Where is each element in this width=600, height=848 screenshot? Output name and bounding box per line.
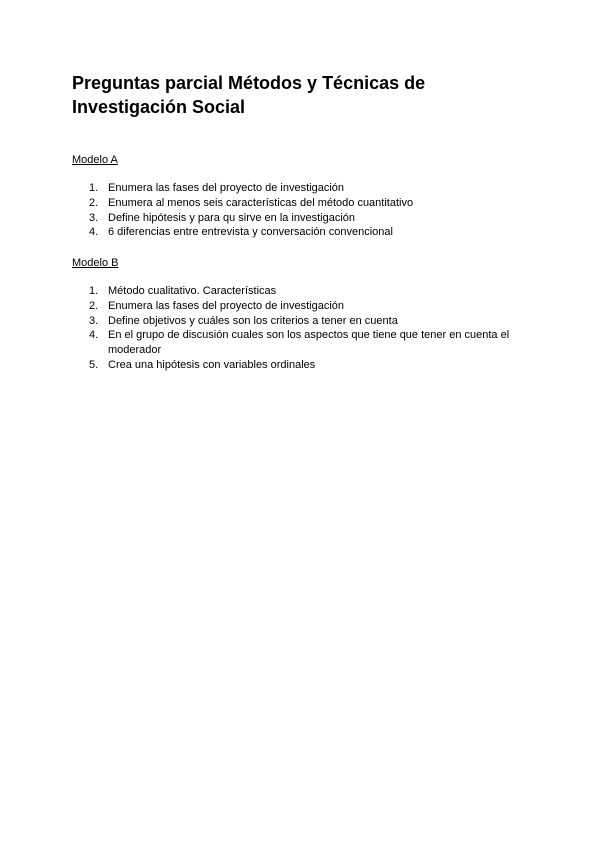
item-text: Enumera al menos seis características del método cuantitativo xyxy=(108,196,414,209)
item-number: 3. xyxy=(89,314,99,327)
list-item xyxy=(72,181,522,196)
item-number: 4. xyxy=(89,226,99,239)
item-text: En el grupo de discusión cuales son los aspectos que tiene que tener en cuenta el moderador xyxy=(108,329,510,357)
question-list-modelo-b xyxy=(72,284,522,373)
section-heading-modelo-b: Modelo B xyxy=(72,257,119,269)
question-list-modelo-a xyxy=(72,181,522,240)
item-number: 1. xyxy=(89,285,99,297)
item-number: 2. xyxy=(89,196,99,209)
item-number: 4. xyxy=(89,329,99,342)
list-item xyxy=(72,196,522,211)
item-number: 1. xyxy=(89,182,99,194)
document-title: Preguntas parcial Métodos y Técnicas de Investigación Social xyxy=(72,73,426,117)
item-number: 5. xyxy=(89,358,99,371)
list-item xyxy=(72,211,522,226)
list-item xyxy=(72,284,522,299)
list-item xyxy=(72,225,522,240)
item-text: Define objetivos y cuáles son los criterios a tener en cuenta xyxy=(108,314,398,327)
list-item xyxy=(72,328,522,358)
item-text: Enumera las fases del proyecto de investigación xyxy=(108,299,345,312)
list-item xyxy=(72,358,522,373)
list-item xyxy=(72,299,522,314)
list-item xyxy=(72,314,522,329)
item-number: 3. xyxy=(89,211,99,224)
item-text: Método cualitativo. Características xyxy=(108,285,277,297)
item-number: 2. xyxy=(89,299,99,312)
item-text: Enumera las fases del proyecto de investigación xyxy=(108,182,345,194)
item-text: Crea una hipótesis con variables ordinales xyxy=(108,358,316,371)
item-text: 6 diferencias entre entrevista y conversación convencional xyxy=(108,226,393,239)
item-text: Define hipótesis y para qu sirve en la investigación xyxy=(108,211,356,224)
section-heading-modelo-a: Modelo A xyxy=(72,154,118,166)
